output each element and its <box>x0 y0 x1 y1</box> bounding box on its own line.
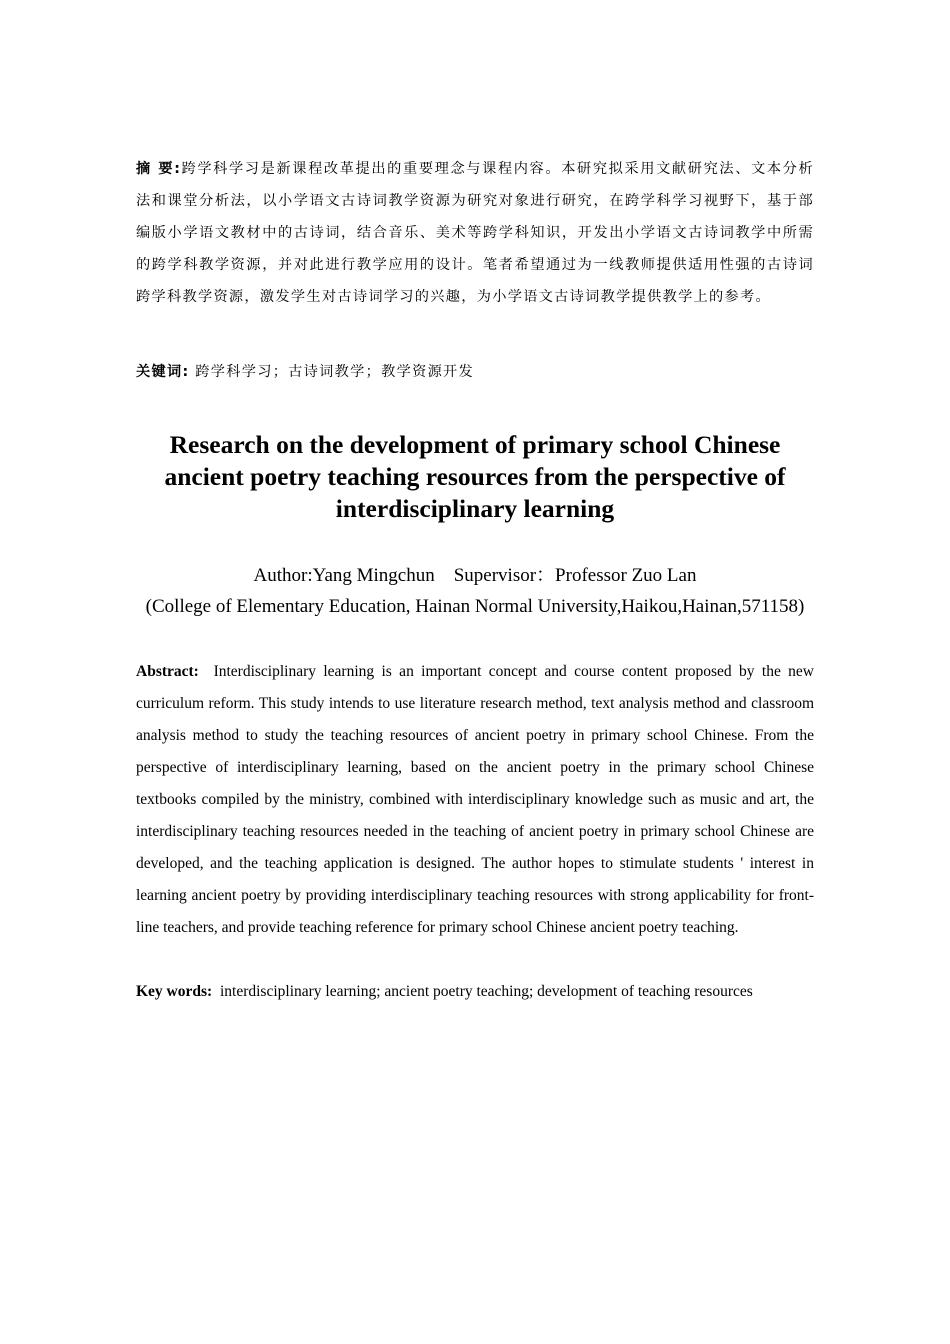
english-abstract-text: Interdisciplinary learning is an important concept and course content proposed by the new curriculum reform. This study intends to use literature research method, text analysis method and classroom analysis method to study the teaching resources of ancient poetry in primary school Chinese. From the perspective of interdisciplinary learning, based on the ancient poetry in the primary school Chinese textbooks compiled by the ministry, combined with interdisciplinary knowledge such as music and art, the interdisciplinary teaching resources needed in the teaching of ancient poetry in primary school Chinese are developed, and the teaching application is designed. The author hopes to stimulate students ' interest in learning ancient poetry by providing interdisciplinary teaching resources with strong applicability for front-line teachers, and provide teaching reference for primary school Chinese ancient poetry teaching. <box>136 663 814 936</box>
author-line: Author:Yang Mingchun Supervisor：Professor Zuo Lan <box>253 565 697 586</box>
english-keywords-label: Key words: <box>136 983 213 1000</box>
chinese-keywords <box>136 356 814 388</box>
english-abstract-label: Abstract: <box>136 663 199 680</box>
chinese-abstract <box>136 153 814 313</box>
chinese-keywords-label: 关键词: <box>136 364 190 380</box>
english-keywords-text: interdisciplinary learning; ancient poetry teaching; development of teaching resources <box>219 983 753 1000</box>
english-abstract <box>136 656 814 944</box>
english-keywords <box>136 976 836 1008</box>
affiliation: (College of Elementary Education, Hainan Normal University,Haikou,Hainan,571158) <box>145 596 805 617</box>
chinese-abstract-label: 摘 要: <box>136 161 182 177</box>
author-block <box>116 560 834 622</box>
english-title: Research on the development of primary school Chinese ancient poetry teaching resources from the perspective of interdisciplinary learning <box>164 430 786 523</box>
chinese-keywords-text: 跨学科学习；古诗词教学；教学资源开发 <box>195 364 475 380</box>
chinese-abstract-text: 跨学科学习是新课程改革提出的重要理念与课程内容。本研究拟采用文献研究法、文本分析法和课堂分析法，以小学语文古诗词教学资源为研究对象进行研究，在跨学科学习视野下，基于部编版小学语文教材中的古诗词，结合音乐、美术等跨学科知识，开发出小学语文古诗词教学中所需的跨学科教学资源，并对此进行教学应用的设计。笔者希望通过为一线教师提供适用性强的古诗词跨学科教学资源，激发学生对古诗词学习的兴趣，为小学语文古诗词教学提供教学上的参考。 <box>136 161 814 305</box>
